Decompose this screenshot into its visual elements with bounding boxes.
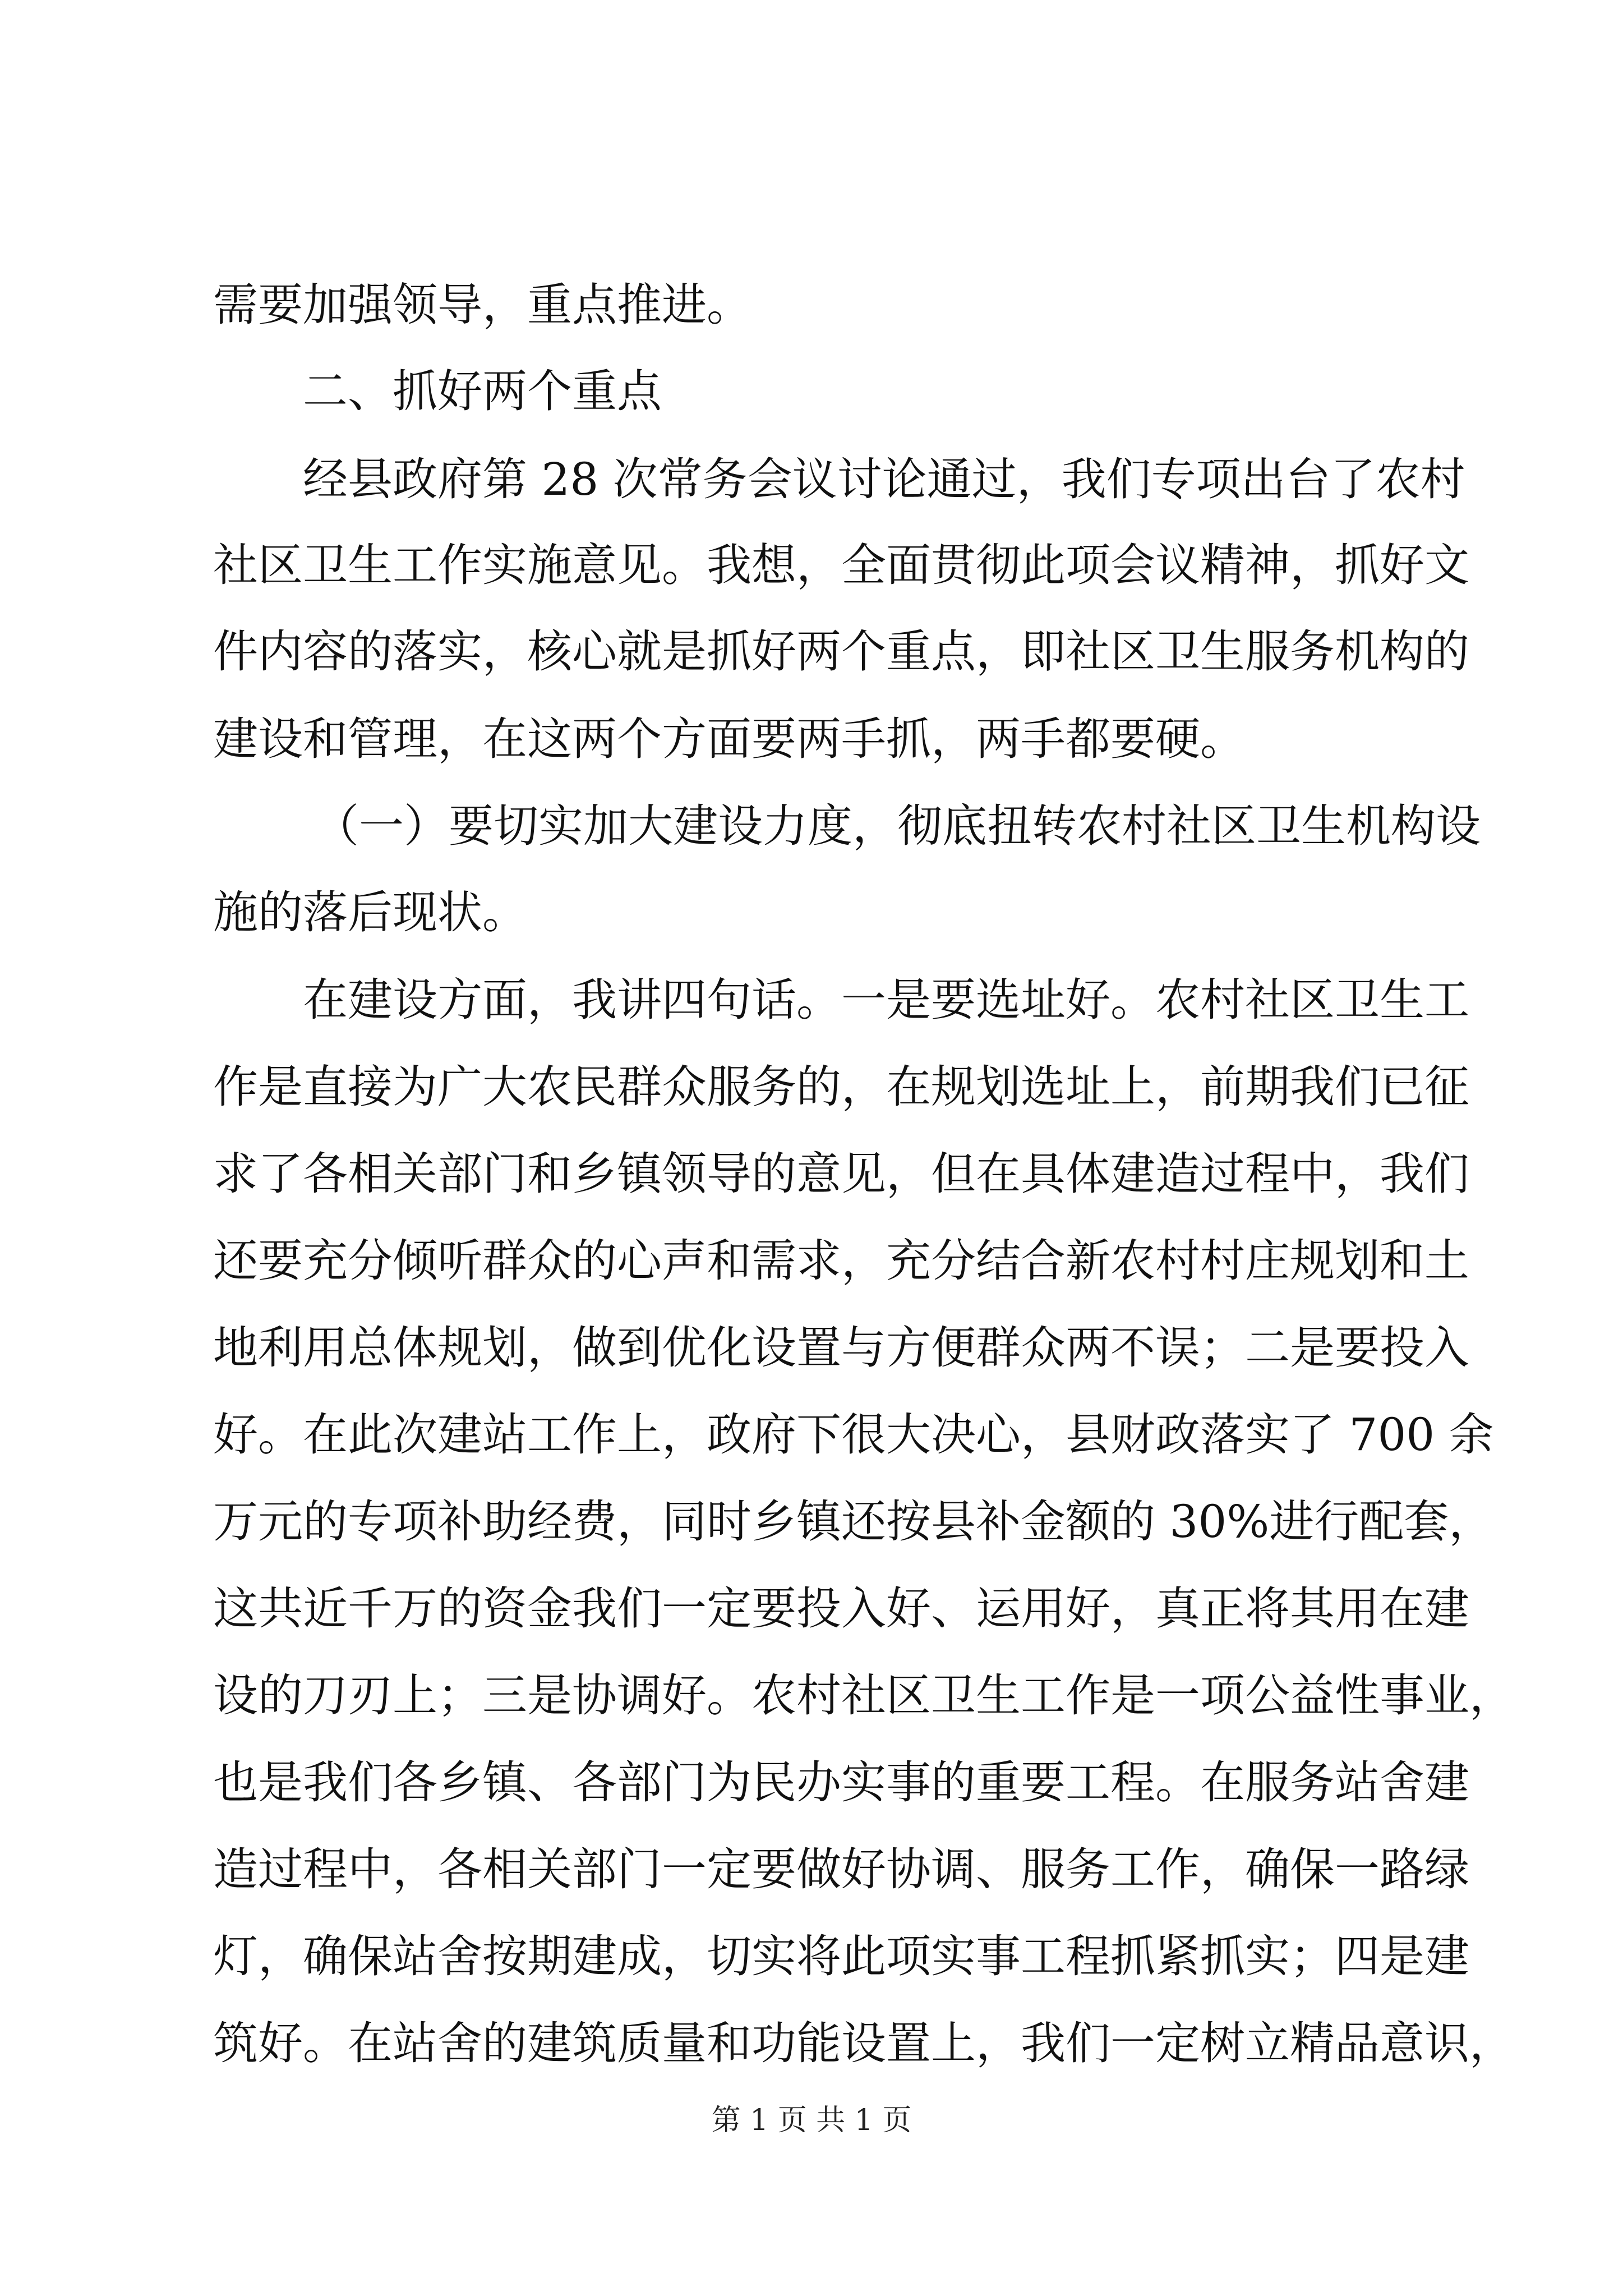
paragraph-line: 筑好。在站舍的建筑质量和功能设置上，我们一定树立精品意识， bbox=[213, 2017, 1514, 2069]
paragraph-line: 在建设方面，我讲四句话。一是要选址好。农村社区卫生工 bbox=[303, 974, 1469, 1026]
paragraph-line: 需要加强领导，重点推进。 bbox=[213, 279, 751, 331]
paragraph-line: 灯，确保站舍按期建成，切实将此项实事工程抓紧抓实；四是建 bbox=[213, 1930, 1469, 1982]
paragraph-line: 设的刀刃上；三是协调好。农村社区卫生工作是一项公益性事业， bbox=[213, 1669, 1514, 1722]
paragraph-line: 经县政府第 28 次常务会议讨论通过，我们专项出台了农村 bbox=[303, 453, 1465, 505]
paragraph-line: 件内容的落实，核心就是抓好两个重点，即社区卫生服务机构的 bbox=[213, 625, 1469, 678]
paragraph-line: 也是我们各乡镇、各部门为民办实事的重要工程。在服务站舍建 bbox=[213, 1756, 1469, 1809]
paragraph-line: 社区卫生工作实施意见。我想，全面贯彻此项会议精神，抓好文 bbox=[213, 539, 1469, 591]
paragraph-line: 地利用总体规划，做到优化设置与方便群众两不误；二是要投入 bbox=[213, 1322, 1469, 1374]
subsection-heading: （一）要切实加大建设力度，彻底扭转农村社区卫生机构设 bbox=[314, 800, 1481, 852]
page-number-footer: 第 1 页 共 1 页 bbox=[711, 2104, 912, 2137]
paragraph-line: 建设和管理，在这两个方面要两手抓，两手都要硬。 bbox=[213, 713, 1245, 765]
paragraph-line: 万元的专项补助经费，同时乡镇还按县补金额的 30%进行配套， bbox=[213, 1496, 1494, 1548]
paragraph-line: 这共近千万的资金我们一定要投入好、运用好，真正将其用在建 bbox=[213, 1582, 1469, 1635]
paragraph-line: 还要充分倾听群众的心声和需求，充分结合新农村村庄规划和土 bbox=[213, 1235, 1469, 1287]
paragraph-line: 作是直接为广大农民群众服务的，在规划选址上，前期我们已征 bbox=[213, 1061, 1469, 1113]
section-heading: 二、抓好两个重点 bbox=[303, 365, 662, 417]
paragraph-line: 求了各相关部门和乡镇领导的意见，但在具体建造过程中，我们 bbox=[213, 1148, 1469, 1200]
subsection-heading-line: 施的落后现状。 bbox=[213, 886, 527, 938]
paragraph-line: 好。在此次建站工作上，政府下很大决心，县财政落实了 700 余 bbox=[213, 1409, 1494, 1461]
paragraph-line: 造过程中，各相关部门一定要做好协调、服务工作，确保一路绿 bbox=[213, 1843, 1469, 1895]
